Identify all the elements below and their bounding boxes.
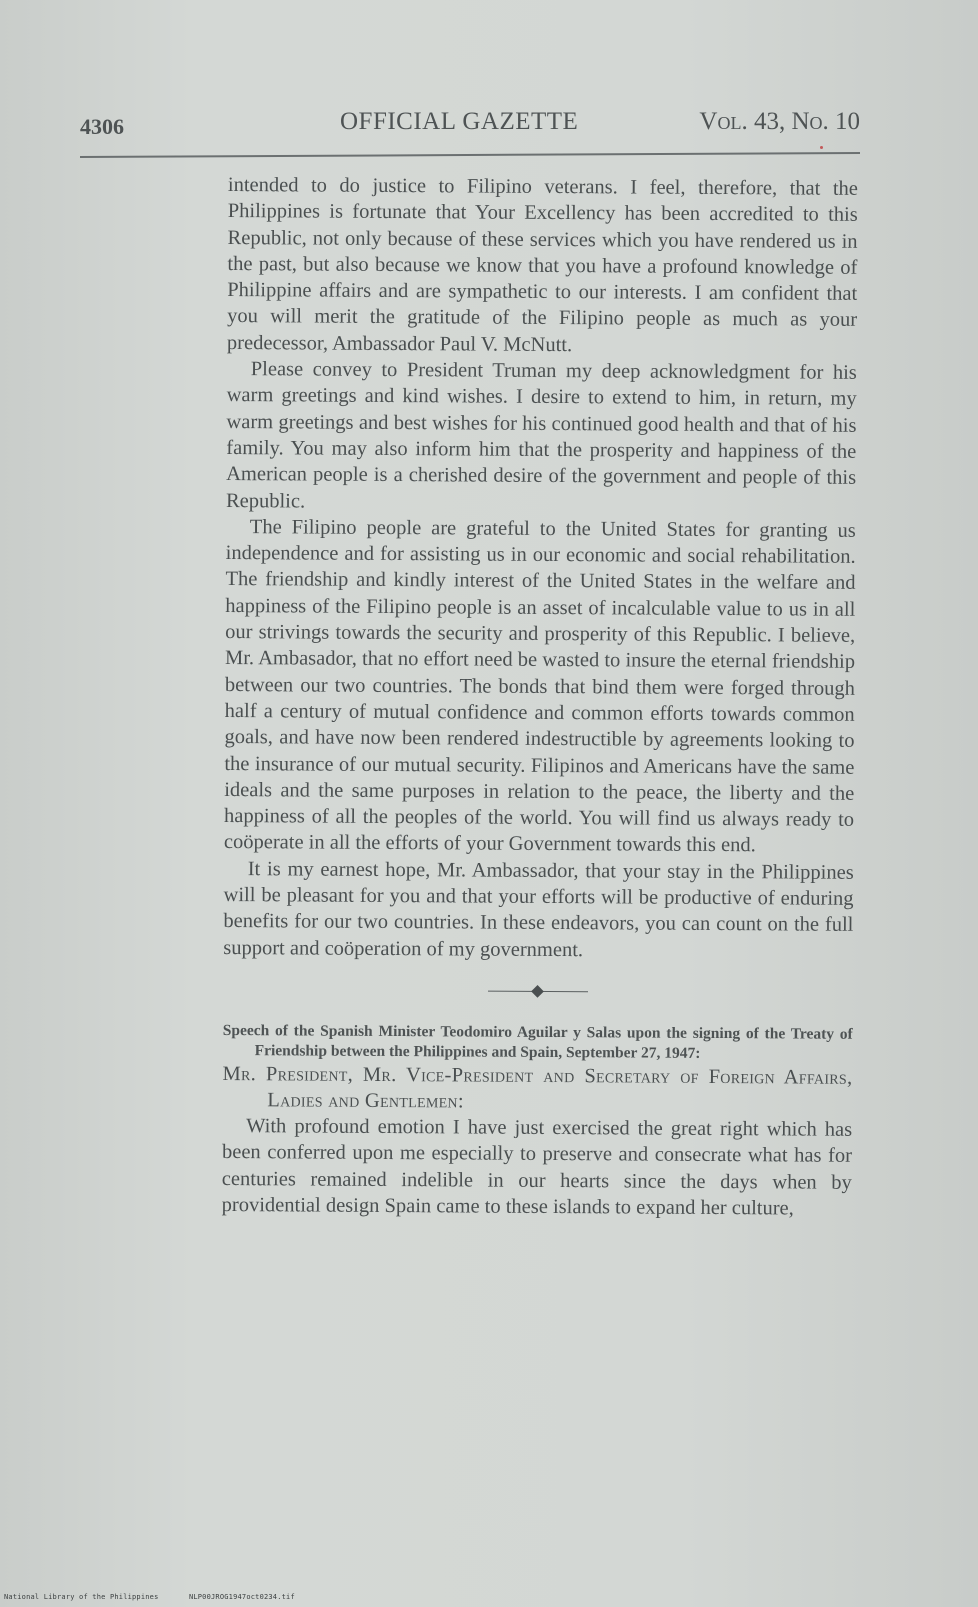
paragraph-continued: intended to do justice to Filipino veterans. I feel, therefore, that the Philippines is fortunate that Your Excellency has been accredited to this Republic, not only because of these services which you have rendered us in the past, but also because we know that you have a profound knowledge of Philippine affairs and are sympathetic to our interests. I am confident that you will merit the gratitude of the Filipino people as much as your predecessor, Ambassador Paul V. McNutt. (226, 173, 858, 356)
footer-filename: NLP00JROG1947oct0234.tif (188, 1593, 295, 1601)
page-number: 4306 (80, 114, 124, 139)
header-rule (80, 152, 860, 158)
section-divider (488, 987, 588, 998)
paragraph: Please convey to President Truman my deep acknowledgment for his warm greetings and kind wishes. I desire to extend to him, in return, my warm greetings and best wishes for his continued good health and that of his family. You may also inform him that the prosperity and happiness of the American people is a cherished desire of the government and people of this Republic. (225, 358, 857, 513)
paragraph: The Filipino people are grateful to the United States for granting us independence and for assisting us in our economic and social rehabilitation. The friendship and kindly interest of the United States in the welfare and happiness of the Filipino people is an asset of incalculable value to us in all our strivings towards the security and prosperity of this Republic. I believe, Mr. Ambasador, that no effort need be wasted to insure the eternal friendship between our two countries. The bonds that bind them were forged through half a century of mutual confidence and common efforts towards common goals, and have now been rendered indestructible by agreements looking to the insurance of our mutual security. Filipinos and Americans have the same ideals and the same purposes in relation to the peace, the liberty and the happiness of all the peoples of the world. You will find us always ready to coöperate in all the efforts of your Government towards this end. (223, 515, 856, 857)
publication-title: OFFICIAL GAZETTE (340, 108, 579, 135)
diamond-ornament-icon (531, 985, 544, 998)
speech-opening-paragraph: With profound emotion I have just exercised the great right which has been conferred upon me especially to preserve and consecrate what has for centuries remained indelible in our hearts since the days when by providential design Spain came to these islands to expand her culture, (221, 1115, 853, 1220)
paragraph: It is my earnest hope, Mr. Ambassador, that your stay in the Philippines will be pleasant for you and that your efforts will be productive of enduring benefits for our two countries. In these endeavors, you can count on the full support and coöperation of my government. (223, 857, 854, 961)
article-body (222, 172, 858, 1222)
scan-footer (4, 1593, 295, 1601)
footer-library: National Library of the Philippines (4, 1593, 159, 1601)
page-header (80, 104, 860, 144)
speech-caption: Speech of the Spanish Minister Teodomiro Aguilar y Salas upon the signing of the Treaty of Friendship between the Philippines and Spain, September 27, 1947: (222, 1021, 853, 1062)
speech-salutation: Mr. President, Mr. Vice-President and Secretary of Foreign Affairs, Ladies and Gentlemen: (222, 1062, 853, 1113)
ink-speck (820, 146, 823, 149)
volume-issue: Vol. 43, No. 10 (699, 108, 860, 135)
